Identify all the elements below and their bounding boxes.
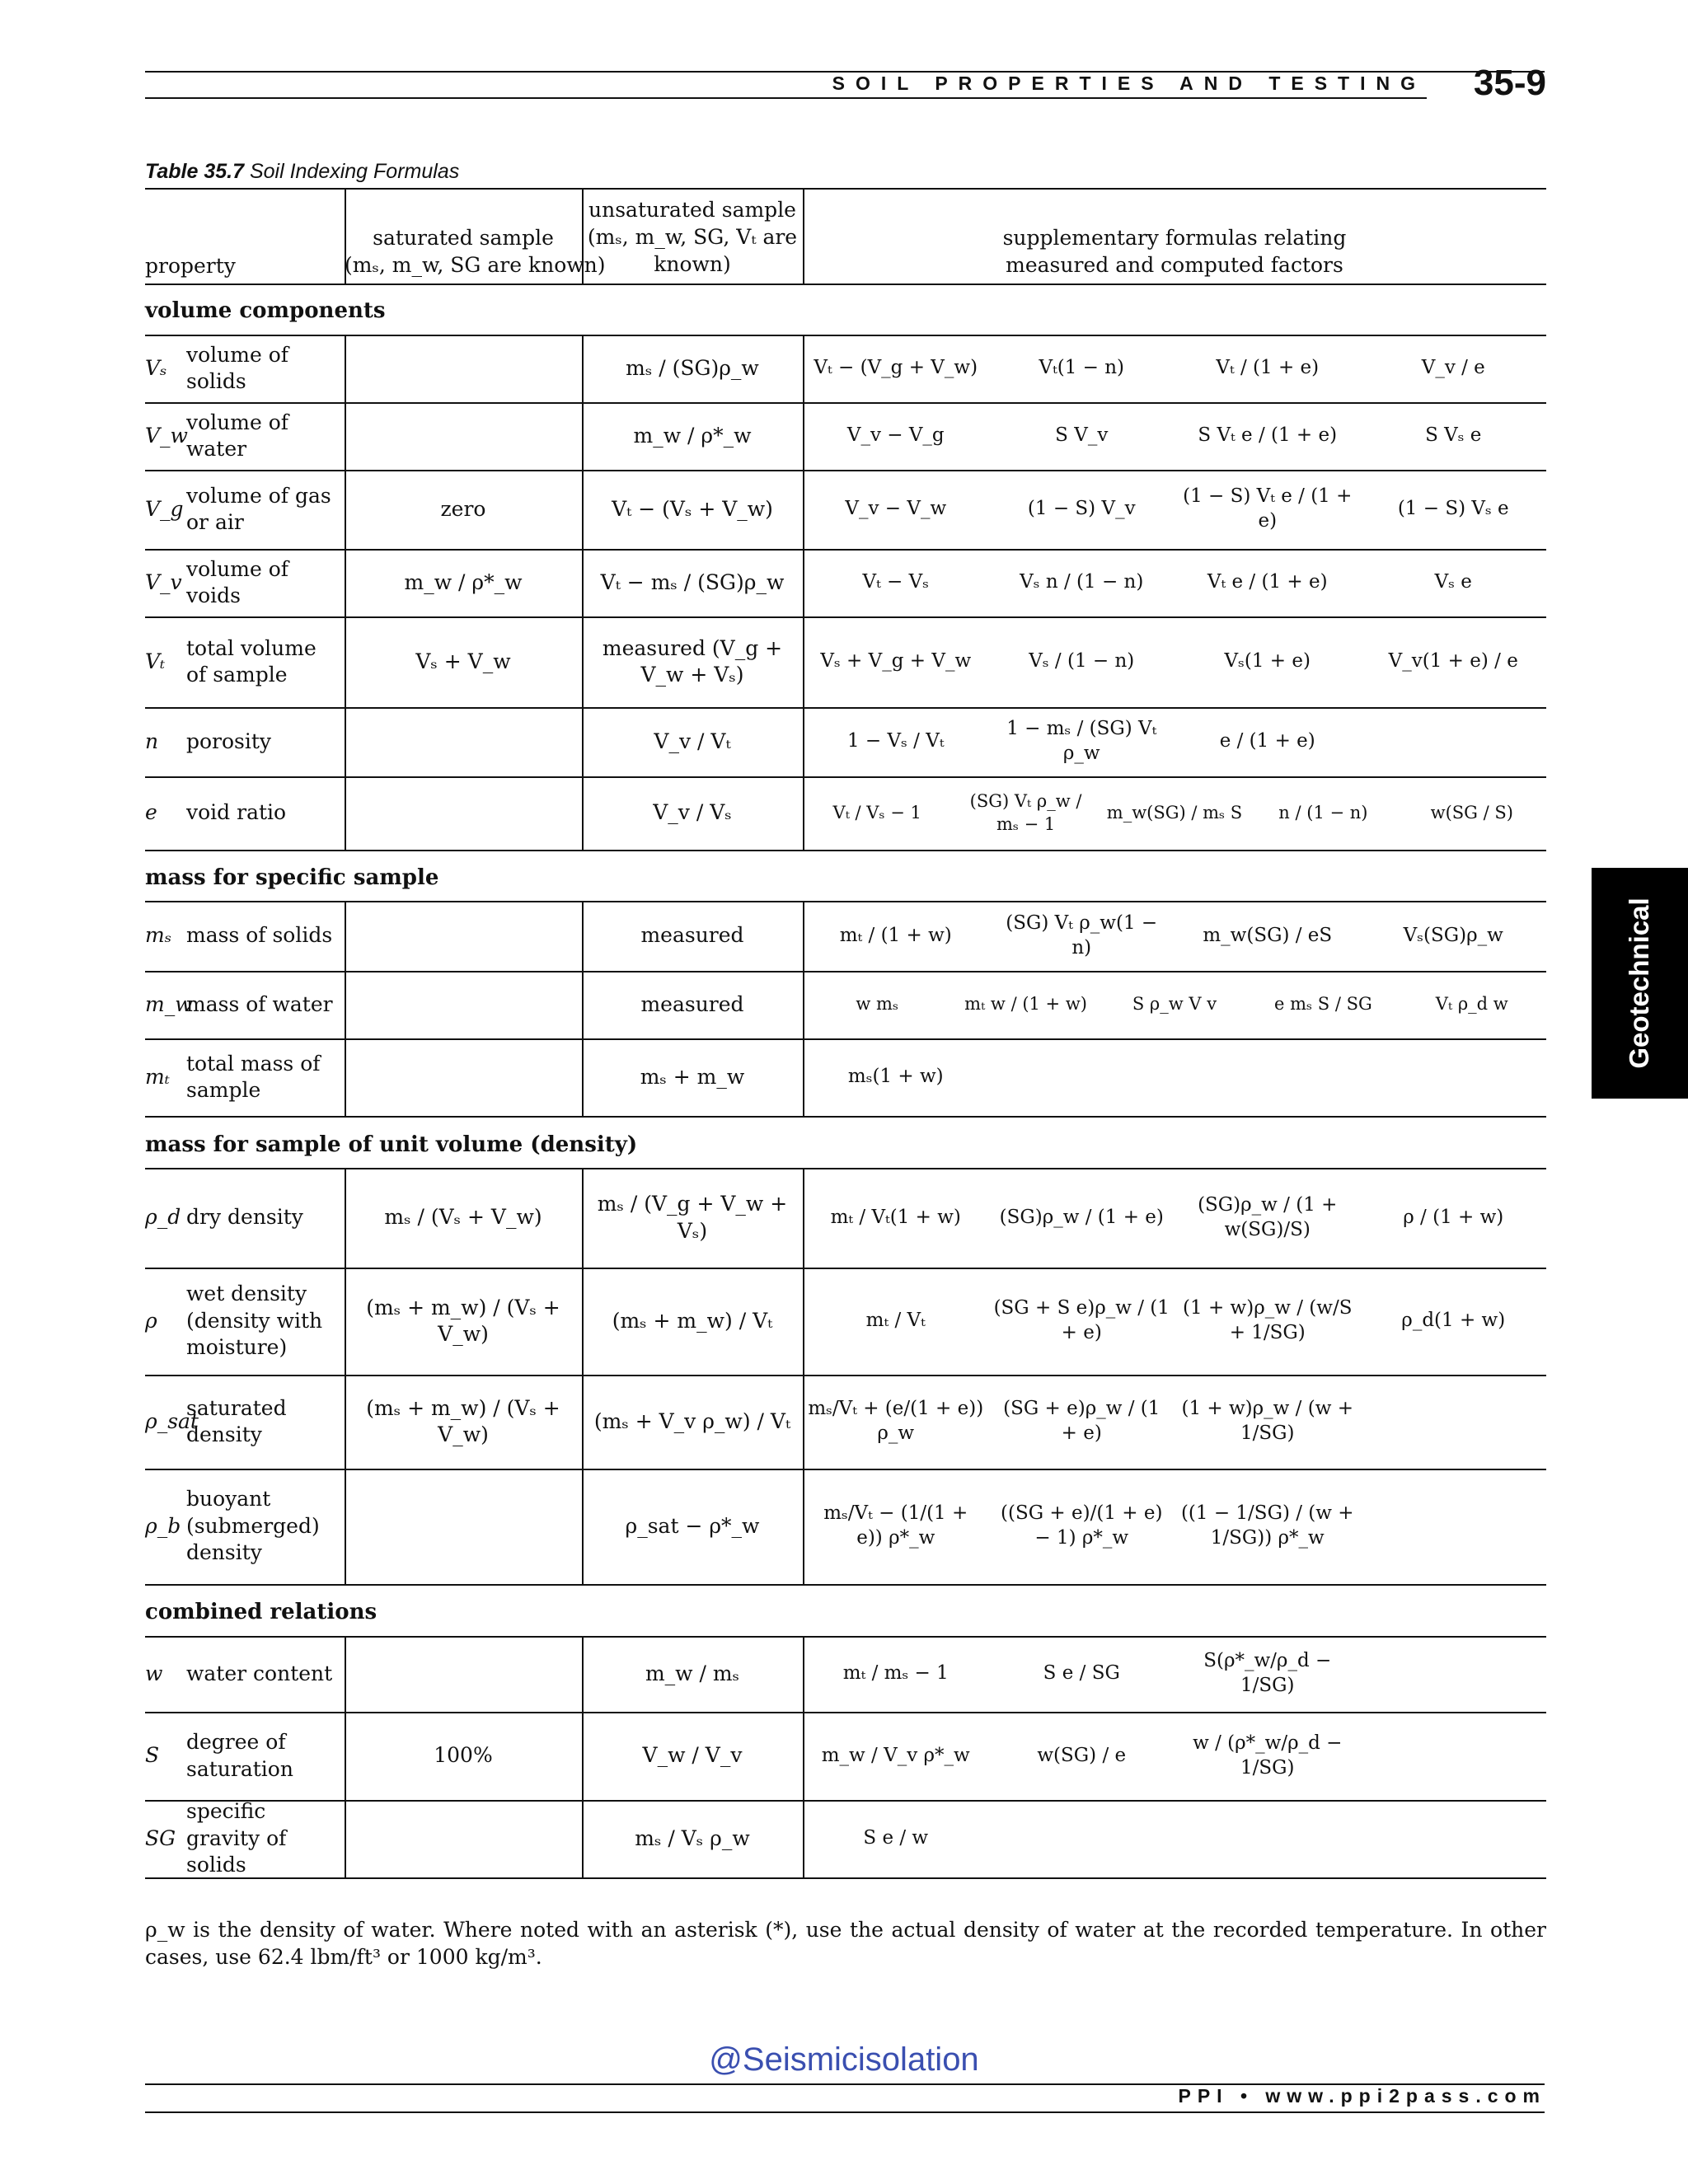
saturated-formula: mₛ / (Vₛ + V_w) — [384, 1205, 542, 1230]
supplementary-formula — [989, 1800, 1175, 1877]
property-name: total mass of sample — [186, 1051, 321, 1102]
caption-label: Table 35.7 — [145, 160, 244, 183]
column-divider — [803, 188, 804, 284]
supplementary-formula — [1361, 1038, 1547, 1116]
property-name: volume of gas or air — [186, 483, 331, 534]
supplementary-formula: (1 + w)ρ_w / (w/S + 1/SG) — [1183, 1297, 1353, 1343]
supplementary-formula: w / (ρ*_w/ρ_d − 1/SG) — [1193, 1732, 1343, 1779]
footer-bottom-rule — [145, 2111, 1545, 2113]
saturated-formula — [345, 335, 582, 402]
property-symbol: SG — [145, 1825, 176, 1850]
supplementary-formula: S e / SG — [1043, 1662, 1120, 1685]
saturated-formula: zero — [440, 496, 486, 521]
property-cell — [145, 971, 340, 1038]
supplementary-formula: mₜ / Vₜ — [865, 1310, 926, 1332]
footer-text: PPI • www.ppi2pass.com — [1178, 2085, 1546, 2107]
supplementary-formula — [1361, 707, 1547, 776]
table-rule — [145, 188, 1546, 190]
supplementary-formula: mₜ / mₛ − 1 — [842, 1662, 949, 1685]
saturated-formula — [345, 1800, 582, 1877]
property-cell — [145, 1636, 340, 1712]
caption-title: Soil Indexing Formulas — [249, 160, 460, 183]
supplementary-formula: (1 + w)ρ_w / (w + 1/SG) — [1181, 1398, 1353, 1444]
side-tab[interactable] — [1592, 868, 1688, 1099]
property-symbol: ρ_b — [145, 1513, 181, 1538]
property-name: saturated density — [186, 1395, 287, 1446]
supplementary-formula: m_w / V_v ρ*_w — [821, 1744, 970, 1766]
supplementary-formula: Vₜ ρ_d w — [1435, 994, 1508, 1015]
property-cell — [145, 402, 340, 470]
property-symbol: w — [145, 1661, 163, 1685]
supplementary-formula: V_v(1 + e) / e — [1388, 650, 1518, 673]
property-cell — [145, 901, 340, 971]
unsaturated-formula: measured (V_g + V_w + Vₛ) — [602, 635, 783, 687]
supplementary-formula: w(SG) / e — [1037, 1744, 1127, 1766]
property-cell — [145, 776, 340, 850]
property-symbol: m_w — [145, 991, 193, 1016]
saturated-formula — [345, 707, 582, 776]
property-cell — [145, 549, 340, 616]
supplementary-formula: mₛ/Vₜ + (e/(1 + e)) ρ_w — [808, 1398, 984, 1444]
property-cell — [145, 1712, 340, 1800]
property-name: water content — [186, 1661, 333, 1685]
footnote: ρ_w is the density of water. Where noted with an asterisk (*), use the actual density of water at the recorded temperature. In other cases, use 62.4 lbm/ft³ or 1000 kg/m³. — [145, 1918, 1546, 1969]
supplementary-formula: Vₜ(1 − n) — [1039, 357, 1125, 379]
property-name: porosity — [186, 729, 272, 753]
supplementary-formula: (SG)ρ_w / (1 + w(SG)/S) — [1198, 1193, 1338, 1240]
unsaturated-formula: mₛ / Vₛ ρ_w — [635, 1825, 750, 1850]
saturated-formula: 100% — [434, 1743, 493, 1768]
property-symbol: S — [145, 1743, 160, 1768]
column-header-unsaturated: unsaturated sample (mₛ, m_w, SG, Vₜ are known) — [587, 198, 798, 276]
supplementary-formula: mₛ/Vₜ − (1/(1 + e)) ρ*_w — [823, 1502, 968, 1549]
property-symbol: mₛ — [145, 923, 172, 948]
page-number: 35-9 — [1473, 63, 1546, 103]
unsaturated-formula: V_v / Vₜ — [654, 729, 731, 753]
supplementary-formula: S Vₜ e / (1 + e) — [1198, 424, 1338, 447]
unsaturated-formula: Vₜ − (Vₛ + V_w) — [612, 496, 773, 521]
supplementary-formula — [1361, 1469, 1547, 1584]
property-cell — [145, 1268, 340, 1375]
supplementary-formula: (SG + e)ρ_w / (1 + e) — [1003, 1398, 1160, 1444]
supplementary-formula: ρ / (1 + w) — [1403, 1206, 1504, 1228]
property-name: volume of solids — [186, 342, 289, 393]
saturated-formula — [345, 1469, 582, 1584]
property-symbol: e — [145, 800, 157, 825]
section-title: mass for sample of unit volume (density) — [145, 1132, 638, 1157]
property-cell — [145, 1800, 340, 1877]
table-rule — [145, 1584, 1546, 1586]
unsaturated-formula: m_w / ρ*_w — [633, 423, 752, 448]
supplementary-formula: 1 − Vₛ / Vₜ — [846, 730, 945, 752]
supplementary-formula: (SG)ρ_w / (1 + e) — [999, 1206, 1164, 1228]
section-title: mass for specific sample — [145, 865, 439, 890]
table-rule — [145, 284, 1546, 285]
supplementary-formula: (SG + S e)ρ_w / (1 + e) — [993, 1297, 1170, 1343]
supplementary-formula: m_w(SG) / eS — [1203, 924, 1333, 946]
supplementary-formula: m_w(SG) / mₛ S — [1106, 802, 1243, 823]
supplementary-formula: (1 − S) V_v — [1027, 498, 1136, 520]
property-symbol: mₜ — [145, 1064, 170, 1089]
unsaturated-formula: (mₛ + m_w) / Vₜ — [612, 1308, 773, 1333]
property-name: wet density (density with moisture) — [186, 1282, 323, 1360]
property-name: volume of water — [186, 410, 289, 461]
unsaturated-formula: V_v / Vₛ — [653, 800, 732, 825]
saturated-formula — [345, 1038, 582, 1116]
property-symbol: n — [145, 729, 159, 753]
property-cell — [145, 1038, 340, 1116]
section-title: combined relations — [145, 1600, 377, 1624]
unsaturated-formula: measured — [640, 923, 744, 948]
supplementary-formula: V_v / e — [1421, 357, 1485, 379]
supplementary-formula: Vₜ − Vₛ — [862, 571, 930, 593]
unsaturated-formula: measured — [640, 991, 744, 1016]
property-name: dry density — [186, 1205, 303, 1230]
supplementary-formula: (1 − S) Vₛ e — [1397, 498, 1509, 520]
supplementary-formula: mₜ / Vₜ(1 + w) — [830, 1206, 961, 1228]
supplementary-formula: w(SG / S) — [1430, 802, 1513, 823]
supplementary-formula: S(ρ*_w/ρ_d − 1/SG) — [1203, 1650, 1332, 1696]
property-name: void ratio — [186, 800, 287, 825]
property-symbol: Vₛ — [145, 355, 167, 380]
property-cell — [145, 1168, 340, 1268]
property-name: mass of solids — [186, 923, 333, 948]
supplementary-formula: (SG) Vₜ ρ_w(1 − n) — [1006, 912, 1158, 958]
saturated-formula — [345, 402, 582, 470]
property-cell — [145, 707, 340, 776]
property-name: specific gravity of solids — [186, 1799, 287, 1877]
supplementary-formula: w mₛ — [856, 994, 899, 1015]
supplementary-formula: e mₛ S / SG — [1274, 994, 1372, 1015]
saturated-formula — [345, 901, 582, 971]
supplementary-formula: Vₛ e — [1434, 571, 1472, 593]
saturated-formula — [345, 971, 582, 1038]
supplementary-formula: (SG) Vₜ ρ_w / mₛ − 1 — [969, 791, 1082, 834]
property-symbol: V_w — [145, 423, 188, 448]
property-symbol: ρ_d — [145, 1205, 181, 1230]
saturated-formula — [345, 1636, 582, 1712]
supplementary-formula: mₜ w / (1 + w) — [964, 994, 1087, 1015]
side-tab-label: Geotechnical — [1624, 898, 1654, 1069]
header-bottom-rule — [145, 97, 1427, 99]
property-symbol: ρ_sat — [145, 1408, 199, 1433]
table-rule — [145, 1877, 1546, 1879]
property-cell — [145, 1375, 340, 1469]
supplementary-formula: V_v − V_w — [845, 498, 947, 520]
property-name: mass of water — [186, 991, 333, 1016]
supplementary-formula: e / (1 + e) — [1219, 730, 1315, 752]
supplementary-formula: ρ_d(1 + w) — [1401, 1310, 1506, 1332]
watermark: @Seismicisolation — [709, 2041, 979, 2078]
property-cell — [145, 616, 340, 707]
property-symbol: V_v — [145, 569, 182, 594]
supplementary-formula: Vₜ e / (1 + e) — [1207, 571, 1328, 593]
unsaturated-formula: ρ_sat − ρ*_w — [625, 1513, 760, 1538]
supplementary-formula: Vₛ + V_g + V_w — [820, 650, 972, 673]
saturated-formula — [345, 776, 582, 850]
supplementary-formula — [1175, 1038, 1361, 1116]
section-title: volume components — [145, 298, 386, 323]
unsaturated-formula: mₛ + m_w — [640, 1064, 745, 1089]
supplementary-formula: S Vₛ e — [1425, 424, 1482, 447]
property-symbol: Vₜ — [145, 649, 166, 673]
supplementary-formula — [1361, 1800, 1547, 1877]
supplementary-formula — [1175, 1800, 1361, 1877]
supplementary-formula: mₛ(1 + w) — [847, 1066, 944, 1088]
supplementary-formula: V_v − V_g — [846, 424, 945, 447]
supplementary-formula: Vₜ − (V_g + V_w) — [814, 357, 978, 379]
property-symbol: V_g — [145, 496, 184, 521]
column-header-supplementary: supplementary formulas relating measured and computed factors — [1002, 226, 1347, 277]
property-name: volume of voids — [186, 556, 289, 607]
running-header-title: SOIL PROPERTIES AND TESTING — [832, 73, 1426, 94]
supplementary-formula: S V_v — [1055, 424, 1109, 447]
supplementary-formula: 1 − mₛ / (SG) Vₜ ρ_w — [1006, 718, 1157, 764]
property-symbol: ρ — [145, 1308, 157, 1333]
saturated-formula: Vₛ + V_w — [415, 649, 511, 673]
unsaturated-formula: mₛ / (SG)ρ_w — [626, 355, 759, 380]
unsaturated-formula: Vₜ − mₛ / (SG)ρ_w — [600, 569, 785, 594]
unsaturated-formula: V_w / V_v — [642, 1743, 743, 1768]
property-cell — [145, 335, 340, 402]
column-divider — [345, 188, 346, 284]
supplementary-formula: ((1 − 1/SG) / (w + 1/SG)) ρ*_w — [1180, 1502, 1354, 1549]
supplementary-formula: Vₛ / (1 − n) — [1029, 650, 1135, 673]
unsaturated-formula: (mₛ + V_v ρ_w) / Vₜ — [593, 1408, 791, 1433]
supplementary-formula: ((SG + e)/(1 + e) − 1) ρ*_w — [1001, 1502, 1163, 1549]
column-header-property: property — [145, 254, 236, 278]
supplementary-formula: Vₛ(SG)ρ_w — [1403, 924, 1503, 946]
supplementary-formula: Vₛ n / (1 − n) — [1020, 571, 1144, 593]
saturated-formula: (mₛ + m_w) / (Vₛ + V_w) — [366, 1295, 560, 1346]
property-name: total volume of sample — [186, 635, 316, 687]
property-cell — [145, 1469, 340, 1584]
table-rule — [145, 850, 1546, 851]
unsaturated-formula: mₛ / (V_g + V_w + Vₛ) — [597, 1192, 788, 1243]
supplementary-formula: S ρ_w V v — [1132, 994, 1217, 1015]
unsaturated-formula: m_w / mₛ — [645, 1661, 740, 1685]
supplementary-formula — [1361, 1375, 1547, 1469]
supplementary-formula — [989, 1038, 1175, 1116]
property-name: buoyant (submerged) density — [186, 1487, 320, 1565]
column-header-saturated: saturated sample (mₛ, m_w, SG are known) — [345, 226, 606, 277]
supplementary-formula: Vₛ(1 + e) — [1224, 650, 1311, 673]
table-caption — [145, 160, 459, 184]
column-divider — [582, 188, 584, 284]
table-rule — [145, 1116, 1546, 1118]
saturated-formula: (mₛ + m_w) / (Vₛ + V_w) — [366, 1395, 560, 1446]
property-cell — [145, 470, 340, 549]
supplementary-formula: n / (1 − n) — [1278, 802, 1368, 823]
supplementary-formula — [1361, 1712, 1547, 1800]
supplementary-formula: Vₜ / Vₛ − 1 — [832, 802, 921, 823]
supplementary-formula: Vₜ / (1 + e) — [1216, 357, 1320, 379]
supplementary-formula: (1 − S) Vₜ e / (1 + e) — [1183, 485, 1353, 532]
saturated-formula: m_w / ρ*_w — [404, 569, 523, 594]
property-name: degree of saturation — [186, 1730, 293, 1781]
supplementary-formula — [1361, 1636, 1547, 1712]
supplementary-formula: S e / w — [863, 1827, 929, 1849]
supplementary-formula: mₜ / (1 + w) — [839, 924, 952, 946]
